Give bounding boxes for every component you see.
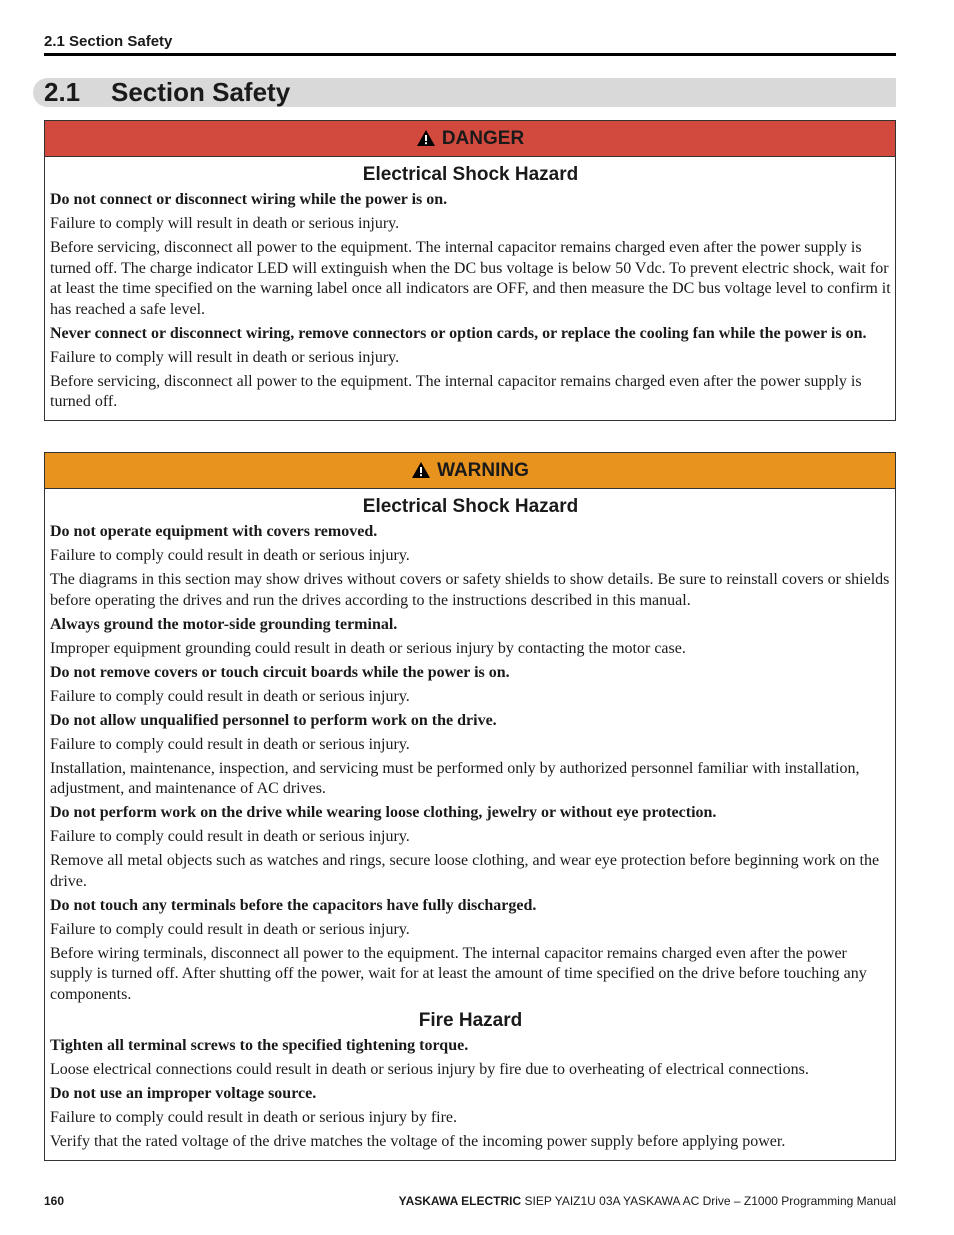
safety-instruction: Tighten all terminal screws to the specified tightening torque. xyxy=(50,1037,469,1054)
safety-detail: Failure to comply could result in death or serious injury. xyxy=(50,920,410,938)
safety-instruction: Always ground the motor-side grounding terminal. xyxy=(50,615,398,633)
safety-detail: Before servicing, disconnect all power to the equipment. The internal capacitor remains charged even after the power supply is turned off. xyxy=(50,372,862,410)
danger-label: DANGER xyxy=(441,128,525,149)
safety-detail: Failure to comply could result in death or serious injury. xyxy=(50,735,410,753)
safety-detail: Failure to comply will result in death or serious injury. xyxy=(50,348,400,366)
page-number: 160 xyxy=(44,1194,65,1208)
warning-label: WARNING xyxy=(437,460,529,481)
safety-detail: Improper equipment grounding could result in death or serious injury by contacting the motor case. xyxy=(50,639,686,657)
section-title xyxy=(33,78,896,107)
danger-header xyxy=(45,121,895,157)
warning-triangle-icon xyxy=(416,129,436,147)
safety-instruction: Do not touch any terminals before the capacitors have fully discharged. xyxy=(50,896,537,914)
safety-detail: Failure to comply could result in death or serious injury by fire. xyxy=(50,1109,458,1126)
section-title-text: Section Safety xyxy=(111,77,291,107)
safety-detail: Remove all metal objects such as watches and rings, secure loose clothing, and wear eye protection before beginning work on the drive. xyxy=(50,852,880,890)
safety-instruction: Do not perform work on the drive while wearing loose clothing, jewelry or without eye protection. xyxy=(50,804,717,821)
warning-triangle-icon xyxy=(411,461,431,479)
safety-detail: Before wiring terminals, disconnect all power to the equipment. The internal capacitor remains charged even after the power supply is turned off. After shutting off the power, wait for at least the amount of time specified on the drive before touching any components. xyxy=(50,944,867,1003)
safety-detail: Failure to comply could result in death or serious injury. xyxy=(50,687,410,705)
section-number: 2.1 xyxy=(44,77,81,107)
safety-detail: Loose electrical connections could result in death or serious injury by fire due to overheating of electrical connections. xyxy=(50,1061,809,1078)
danger-body xyxy=(45,157,895,420)
safety-detail: Installation, maintenance, inspection, and servicing must be performed only by authorized personnel familiar with installation, adjustment, and maintenance of AC drives. xyxy=(50,759,860,797)
safety-instruction: Do not allow unqualified personnel to perform work on the drive. xyxy=(50,711,497,729)
safety-detail: Verify that the rated voltage of the drive matches the voltage of the incoming power supply before applying power. xyxy=(50,1133,786,1150)
warning-box xyxy=(44,452,896,1161)
hazard-heading: Fire Hazard xyxy=(418,1010,523,1031)
safety-instruction: Do not remove covers or touch circuit boards while the power is on. xyxy=(50,663,510,681)
safety-instruction: Do not use an improper voltage source. xyxy=(50,1085,317,1102)
safety-detail: Before servicing, disconnect all power to the equipment. The internal capacitor remains charged even after the power supply is turned off. The charge indicator LED will extinguish when the DC bus voltage is below 50 Vdc. To prevent electric shock, wait for at least the time specified on the warning label once all indicators are OFF, and then measure the DC bus voltage level to confirm it has reached a safe level. xyxy=(50,239,891,318)
warning-header xyxy=(45,453,895,489)
safety-detail: Failure to comply could result in death or serious injury. xyxy=(50,547,410,564)
safety-detail: Failure to comply will result in death or serious injury. xyxy=(50,215,400,232)
danger-box xyxy=(44,120,896,421)
footer-doc-title: SIEP YAIZ1U 03A YASKAWA AC Drive – Z1000 Programming Manual xyxy=(524,1194,896,1208)
safety-detail: The diagrams in this section may show drives without covers or safety shields to show details. Be sure to reinstall covers or shields before operating the drives and run the drives according to the instructions described in this manual. xyxy=(50,571,890,609)
safety-instruction: Never connect or disconnect wiring, remove connectors or option cards, or replace the cooling fan while the power is on. xyxy=(50,324,867,342)
hazard-heading: Electrical Shock Hazard xyxy=(362,496,579,517)
safety-detail: Failure to comply could result in death or serious injury. xyxy=(50,828,410,845)
running-head: 2.1 Section Safety xyxy=(44,33,896,56)
safety-instruction: Do not connect or disconnect wiring while the power is on. xyxy=(50,191,448,208)
safety-instruction: Do not operate equipment with covers removed. xyxy=(50,523,378,540)
hazard-heading: Electrical Shock Hazard xyxy=(362,164,579,185)
footer-brand: YASKAWA ELECTRIC xyxy=(398,1194,522,1208)
warning-body xyxy=(45,489,895,1160)
footer-doc xyxy=(399,1194,896,1208)
